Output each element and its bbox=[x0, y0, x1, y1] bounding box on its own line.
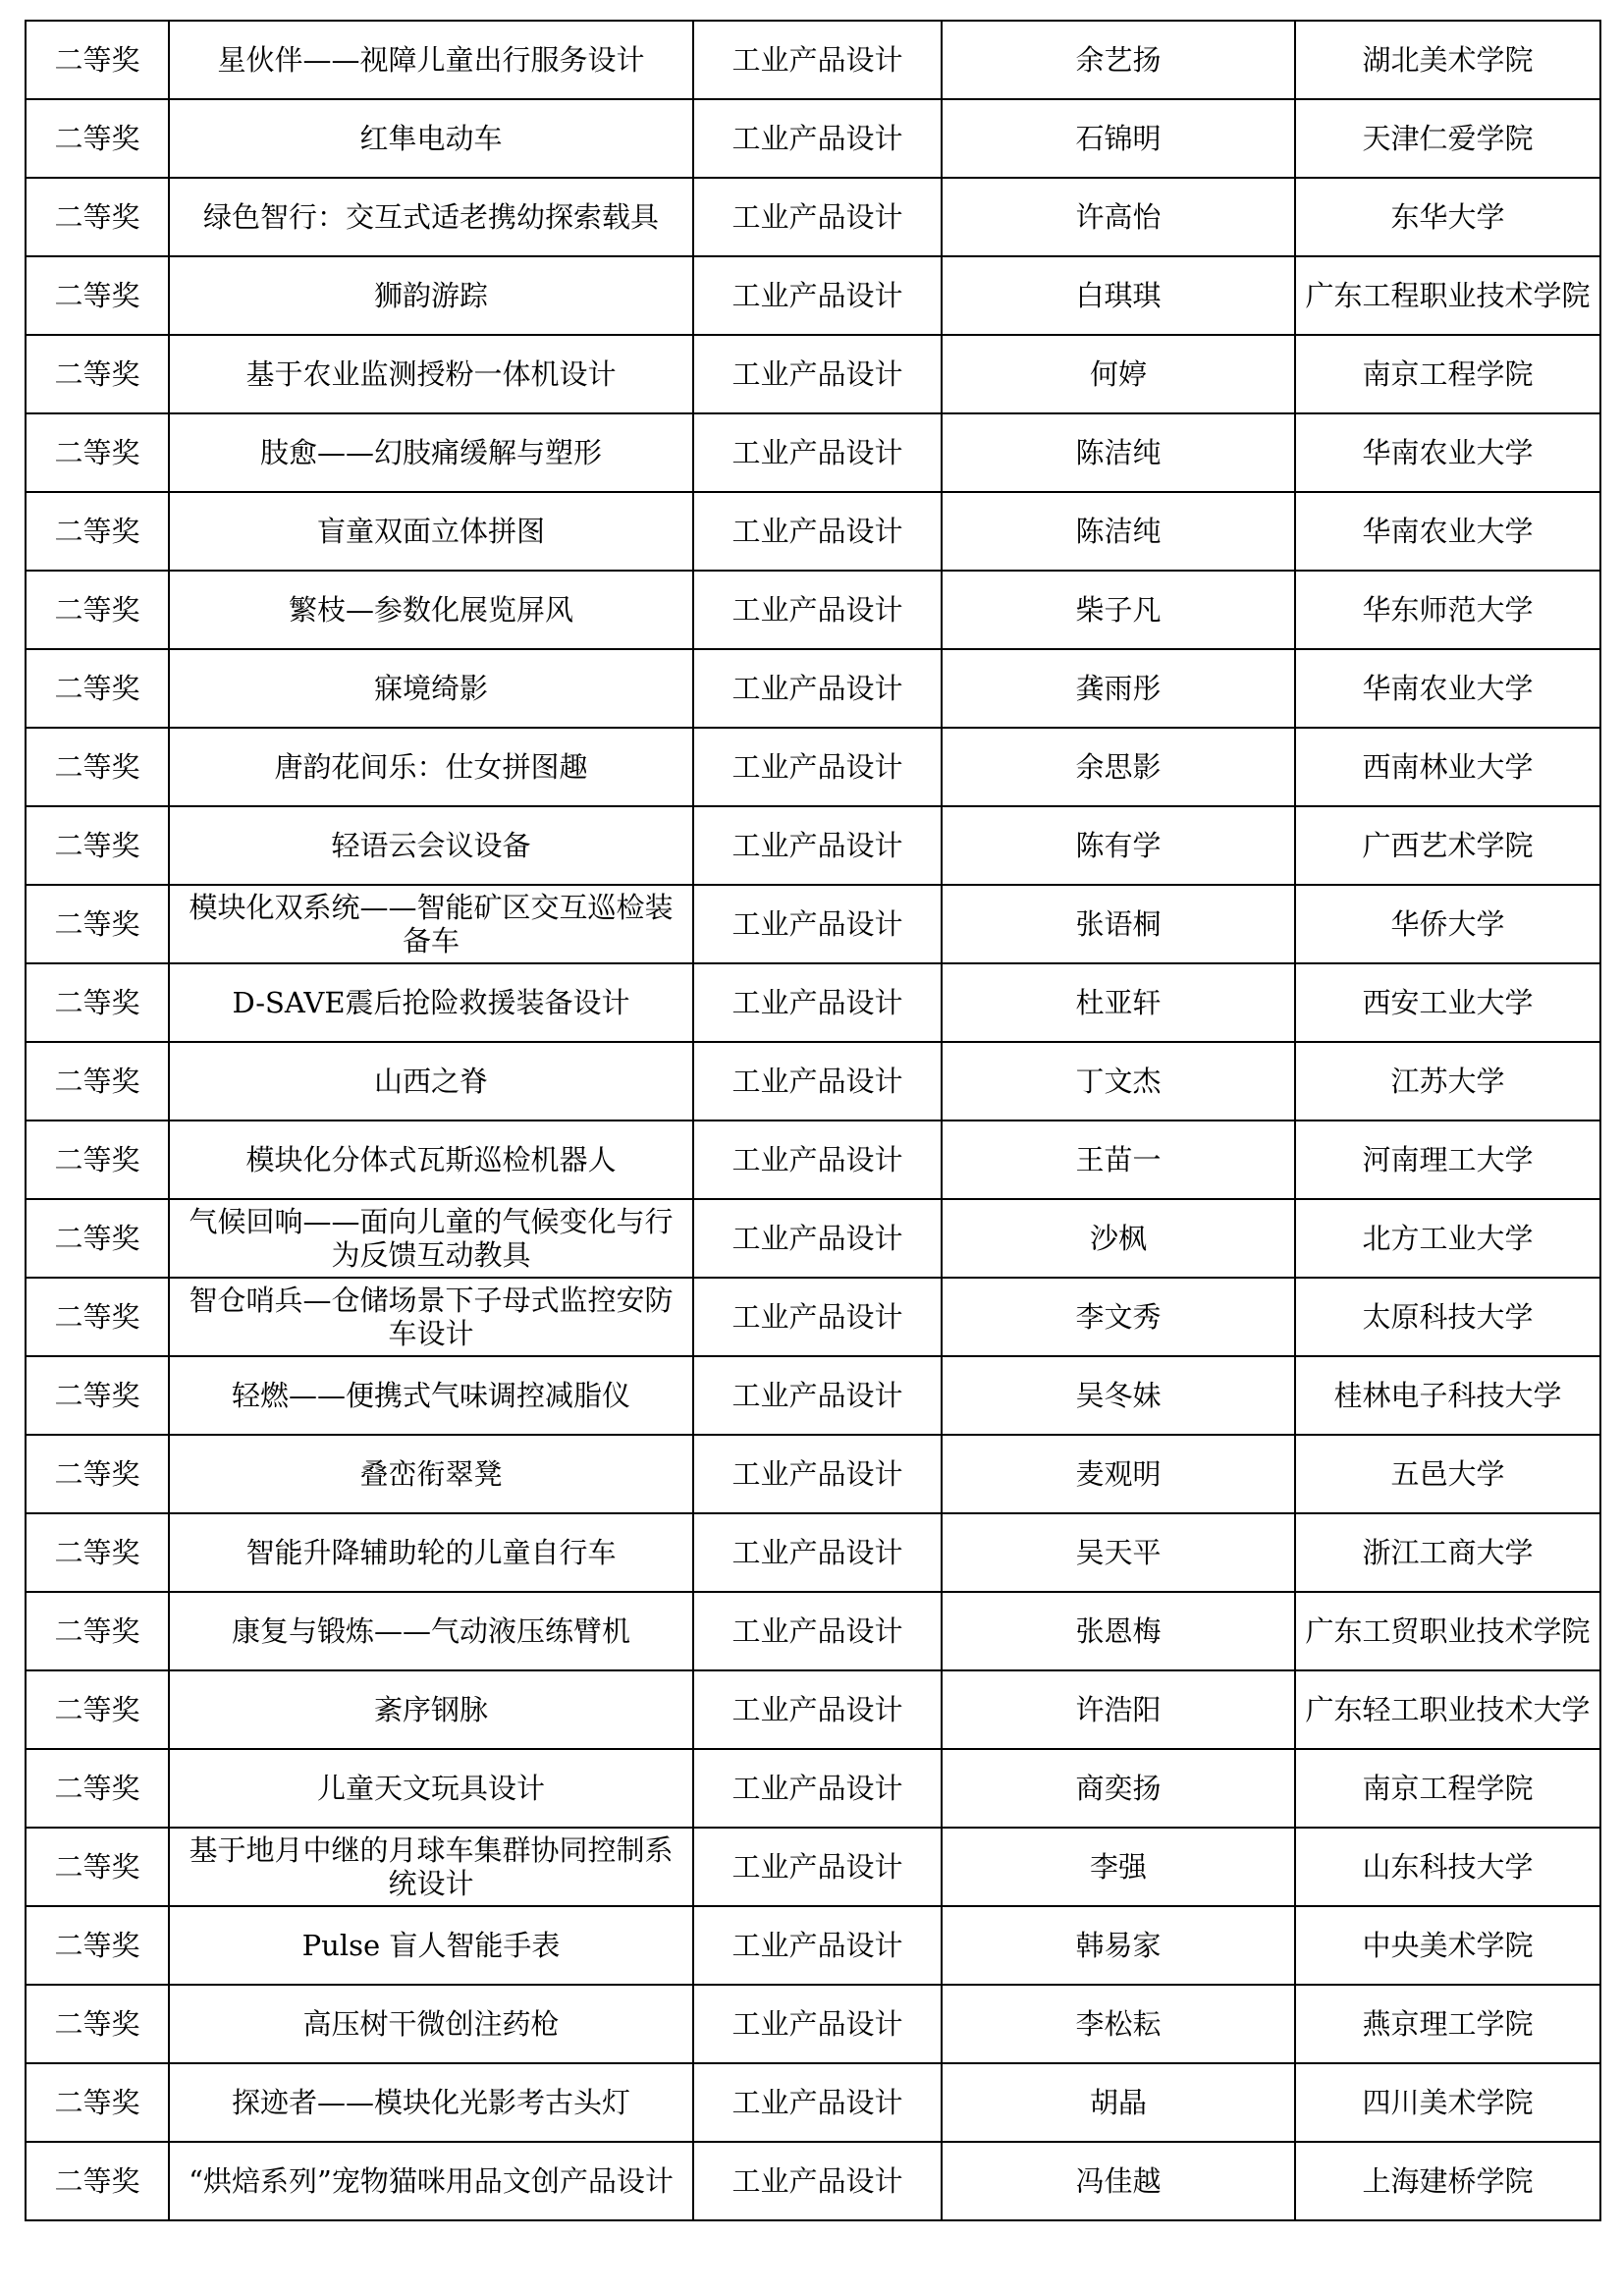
school-cell: 广西艺术学院 bbox=[1295, 806, 1600, 885]
table-row bbox=[26, 2063, 1600, 2142]
school-cell: 华东师范大学 bbox=[1295, 571, 1600, 649]
project-name-cell: “烘焙系列”宠物猫咪用品文创产品设计 bbox=[169, 2142, 693, 2220]
author-name-cell: 余思影 bbox=[942, 728, 1295, 806]
award-cell: 二等奖 bbox=[26, 492, 169, 571]
award-cell: 二等奖 bbox=[26, 413, 169, 492]
table-row bbox=[26, 2142, 1600, 2220]
school-cell: 河南理工大学 bbox=[1295, 1121, 1600, 1199]
table-row bbox=[26, 1828, 1600, 1906]
category-cell: 工业产品设计 bbox=[693, 178, 942, 256]
category-cell: 工业产品设计 bbox=[693, 963, 942, 1042]
award-cell: 二等奖 bbox=[26, 885, 169, 963]
table-row bbox=[26, 413, 1600, 492]
table-row bbox=[26, 256, 1600, 335]
award-cell: 二等奖 bbox=[26, 806, 169, 885]
project-name-cell: 繁枝—参数化展览屏风 bbox=[169, 571, 693, 649]
award-cell: 二等奖 bbox=[26, 1985, 169, 2063]
category-cell: 工业产品设计 bbox=[693, 1906, 942, 1985]
project-name-cell: 山西之脊 bbox=[169, 1042, 693, 1121]
table-row bbox=[26, 571, 1600, 649]
category-cell: 工业产品设计 bbox=[693, 1435, 942, 1513]
table-row bbox=[26, 649, 1600, 728]
table-row bbox=[26, 728, 1600, 806]
project-name-cell: 高压树干微创注药枪 bbox=[169, 1985, 693, 2063]
award-cell: 二等奖 bbox=[26, 1199, 169, 1278]
school-cell: 华侨大学 bbox=[1295, 885, 1600, 963]
award-cell: 二等奖 bbox=[26, 649, 169, 728]
award-cell: 二等奖 bbox=[26, 99, 169, 178]
award-cell: 二等奖 bbox=[26, 1670, 169, 1749]
award-cell: 二等奖 bbox=[26, 571, 169, 649]
author-name-cell: 冯佳越 bbox=[942, 2142, 1295, 2220]
award-cell: 二等奖 bbox=[26, 2142, 169, 2220]
award-cell: 二等奖 bbox=[26, 1906, 169, 1985]
author-name-cell: 李松耘 bbox=[942, 1985, 1295, 2063]
school-cell: 华南农业大学 bbox=[1295, 413, 1600, 492]
award-table-body bbox=[26, 21, 1600, 2220]
school-cell: 湖北美术学院 bbox=[1295, 21, 1600, 99]
award-cell: 二等奖 bbox=[26, 1042, 169, 1121]
school-cell: 南京工程学院 bbox=[1295, 335, 1600, 413]
table-row bbox=[26, 178, 1600, 256]
category-cell: 工业产品设计 bbox=[693, 1121, 942, 1199]
school-cell: 山东科技大学 bbox=[1295, 1828, 1600, 1906]
school-cell: 北方工业大学 bbox=[1295, 1199, 1600, 1278]
project-name-cell: 基于地月中继的月球车集群协同控制系统设计 bbox=[169, 1828, 693, 1906]
category-cell: 工业产品设计 bbox=[693, 1356, 942, 1435]
project-name-cell: 肢愈——幻肢痛缓解与塑形 bbox=[169, 413, 693, 492]
award-cell: 二等奖 bbox=[26, 1592, 169, 1670]
table-row bbox=[26, 1042, 1600, 1121]
school-cell: 西南林业大学 bbox=[1295, 728, 1600, 806]
school-cell: 广东轻工职业技术大学 bbox=[1295, 1670, 1600, 1749]
author-name-cell: 杜亚轩 bbox=[942, 963, 1295, 1042]
category-cell: 工业产品设计 bbox=[693, 1513, 942, 1592]
project-name-cell: 气候回响——面向儿童的气候变化与行为反馈互动教具 bbox=[169, 1199, 693, 1278]
award-cell: 二等奖 bbox=[26, 963, 169, 1042]
author-name-cell: 王苗一 bbox=[942, 1121, 1295, 1199]
school-cell: 广东工贸职业技术学院 bbox=[1295, 1592, 1600, 1670]
category-cell: 工业产品设计 bbox=[693, 335, 942, 413]
author-name-cell: 李强 bbox=[942, 1828, 1295, 1906]
author-name-cell: 商奕扬 bbox=[942, 1749, 1295, 1828]
category-cell: 工业产品设计 bbox=[693, 1278, 942, 1356]
school-cell: 燕京理工学院 bbox=[1295, 1985, 1600, 2063]
project-name-cell: 星伙伴——视障儿童出行服务设计 bbox=[169, 21, 693, 99]
table-row bbox=[26, 492, 1600, 571]
award-cell: 二等奖 bbox=[26, 728, 169, 806]
project-name-cell: 盲童双面立体拼图 bbox=[169, 492, 693, 571]
table-row bbox=[26, 21, 1600, 99]
table-row bbox=[26, 99, 1600, 178]
school-cell: 五邑大学 bbox=[1295, 1435, 1600, 1513]
project-name-cell: 紊序钢脉 bbox=[169, 1670, 693, 1749]
category-cell: 工业产品设计 bbox=[693, 413, 942, 492]
school-cell: 东华大学 bbox=[1295, 178, 1600, 256]
award-cell: 二等奖 bbox=[26, 1278, 169, 1356]
school-cell: 南京工程学院 bbox=[1295, 1749, 1600, 1828]
category-cell: 工业产品设计 bbox=[693, 1199, 942, 1278]
author-name-cell: 李文秀 bbox=[942, 1278, 1295, 1356]
award-cell: 二等奖 bbox=[26, 1356, 169, 1435]
award-cell: 二等奖 bbox=[26, 335, 169, 413]
category-cell: 工业产品设计 bbox=[693, 1749, 942, 1828]
project-name-cell: 轻语云会议设备 bbox=[169, 806, 693, 885]
project-name-cell: 叠峦衔翠凳 bbox=[169, 1435, 693, 1513]
table-row bbox=[26, 806, 1600, 885]
category-cell: 工业产品设计 bbox=[693, 492, 942, 571]
table-row bbox=[26, 1435, 1600, 1513]
school-cell: 天津仁爱学院 bbox=[1295, 99, 1600, 178]
project-name-cell: 寐境绮影 bbox=[169, 649, 693, 728]
table-row bbox=[26, 1670, 1600, 1749]
table-row bbox=[26, 1199, 1600, 1278]
author-name-cell: 吴天平 bbox=[942, 1513, 1295, 1592]
project-name-cell: 儿童天文玩具设计 bbox=[169, 1749, 693, 1828]
author-name-cell: 陈洁纯 bbox=[942, 492, 1295, 571]
school-cell: 华南农业大学 bbox=[1295, 649, 1600, 728]
award-table bbox=[25, 20, 1601, 2221]
author-name-cell: 张恩梅 bbox=[942, 1592, 1295, 1670]
author-name-cell: 白琪琪 bbox=[942, 256, 1295, 335]
table-row bbox=[26, 1906, 1600, 1985]
award-cell: 二等奖 bbox=[26, 256, 169, 335]
project-name-cell: 轻燃——便携式气味调控减脂仪 bbox=[169, 1356, 693, 1435]
table-row bbox=[26, 885, 1600, 963]
table-row bbox=[26, 1985, 1600, 2063]
project-name-cell: 绿色智行：交互式适老携幼探索载具 bbox=[169, 178, 693, 256]
author-name-cell: 陈有学 bbox=[942, 806, 1295, 885]
table-row bbox=[26, 335, 1600, 413]
project-name-cell: 唐韵花间乐：仕女拼图趣 bbox=[169, 728, 693, 806]
project-name-cell: 康复与锻炼——气动液压练臂机 bbox=[169, 1592, 693, 1670]
project-name-cell: 模块化双系统——智能矿区交互巡检装备车 bbox=[169, 885, 693, 963]
category-cell: 工业产品设计 bbox=[693, 2142, 942, 2220]
category-cell: 工业产品设计 bbox=[693, 806, 942, 885]
author-name-cell: 胡晶 bbox=[942, 2063, 1295, 2142]
project-name-cell: D-SAVE震后抢险救援装备设计 bbox=[169, 963, 693, 1042]
award-cell: 二等奖 bbox=[26, 1513, 169, 1592]
category-cell: 工业产品设计 bbox=[693, 649, 942, 728]
category-cell: 工业产品设计 bbox=[693, 1828, 942, 1906]
award-cell: 二等奖 bbox=[26, 1435, 169, 1513]
author-name-cell: 韩易家 bbox=[942, 1906, 1295, 1985]
author-name-cell: 张语桐 bbox=[942, 885, 1295, 963]
school-cell: 太原科技大学 bbox=[1295, 1278, 1600, 1356]
award-cell: 二等奖 bbox=[26, 1121, 169, 1199]
table-row bbox=[26, 1121, 1600, 1199]
award-cell: 二等奖 bbox=[26, 1828, 169, 1906]
school-cell: 西安工业大学 bbox=[1295, 963, 1600, 1042]
award-cell: 二等奖 bbox=[26, 178, 169, 256]
project-name-cell: 狮韵游踪 bbox=[169, 256, 693, 335]
author-name-cell: 吴冬妹 bbox=[942, 1356, 1295, 1435]
award-cell: 二等奖 bbox=[26, 2063, 169, 2142]
award-cell: 二等奖 bbox=[26, 21, 169, 99]
project-name-cell: 智仓哨兵—仓储场景下子母式监控安防车设计 bbox=[169, 1278, 693, 1356]
table-row bbox=[26, 1356, 1600, 1435]
project-name-cell: 基于农业监测授粉一体机设计 bbox=[169, 335, 693, 413]
category-cell: 工业产品设计 bbox=[693, 99, 942, 178]
author-name-cell: 龚雨彤 bbox=[942, 649, 1295, 728]
author-name-cell: 丁文杰 bbox=[942, 1042, 1295, 1121]
author-name-cell: 麦观明 bbox=[942, 1435, 1295, 1513]
category-cell: 工业产品设计 bbox=[693, 1042, 942, 1121]
school-cell: 上海建桥学院 bbox=[1295, 2142, 1600, 2220]
school-cell: 华南农业大学 bbox=[1295, 492, 1600, 571]
category-cell: 工业产品设计 bbox=[693, 571, 942, 649]
category-cell: 工业产品设计 bbox=[693, 21, 942, 99]
table-row bbox=[26, 1749, 1600, 1828]
table-row bbox=[26, 1592, 1600, 1670]
author-name-cell: 余艺扬 bbox=[942, 21, 1295, 99]
school-cell: 广东工程职业技术学院 bbox=[1295, 256, 1600, 335]
author-name-cell: 陈洁纯 bbox=[942, 413, 1295, 492]
category-cell: 工业产品设计 bbox=[693, 1985, 942, 2063]
award-cell: 二等奖 bbox=[26, 1749, 169, 1828]
school-cell: 四川美术学院 bbox=[1295, 2063, 1600, 2142]
project-name-cell: 探迹者——模块化光影考古头灯 bbox=[169, 2063, 693, 2142]
author-name-cell: 柴子凡 bbox=[942, 571, 1295, 649]
category-cell: 工业产品设计 bbox=[693, 2063, 942, 2142]
author-name-cell: 许高怡 bbox=[942, 178, 1295, 256]
project-name-cell: 模块化分体式瓦斯巡检机器人 bbox=[169, 1121, 693, 1199]
table-row bbox=[26, 963, 1600, 1042]
school-cell: 中央美术学院 bbox=[1295, 1906, 1600, 1985]
school-cell: 江苏大学 bbox=[1295, 1042, 1600, 1121]
author-name-cell: 石锦明 bbox=[942, 99, 1295, 178]
table-row bbox=[26, 1278, 1600, 1356]
category-cell: 工业产品设计 bbox=[693, 885, 942, 963]
category-cell: 工业产品设计 bbox=[693, 1670, 942, 1749]
category-cell: 工业产品设计 bbox=[693, 1592, 942, 1670]
author-name-cell: 沙枫 bbox=[942, 1199, 1295, 1278]
project-name-cell: Pulse 盲人智能手表 bbox=[169, 1906, 693, 1985]
school-cell: 浙江工商大学 bbox=[1295, 1513, 1600, 1592]
table-row bbox=[26, 1513, 1600, 1592]
author-name-cell: 何婷 bbox=[942, 335, 1295, 413]
author-name-cell: 许浩阳 bbox=[942, 1670, 1295, 1749]
project-name-cell: 红隼电动车 bbox=[169, 99, 693, 178]
category-cell: 工业产品设计 bbox=[693, 256, 942, 335]
school-cell: 桂林电子科技大学 bbox=[1295, 1356, 1600, 1435]
project-name-cell: 智能升降辅助轮的儿童自行车 bbox=[169, 1513, 693, 1592]
category-cell: 工业产品设计 bbox=[693, 728, 942, 806]
